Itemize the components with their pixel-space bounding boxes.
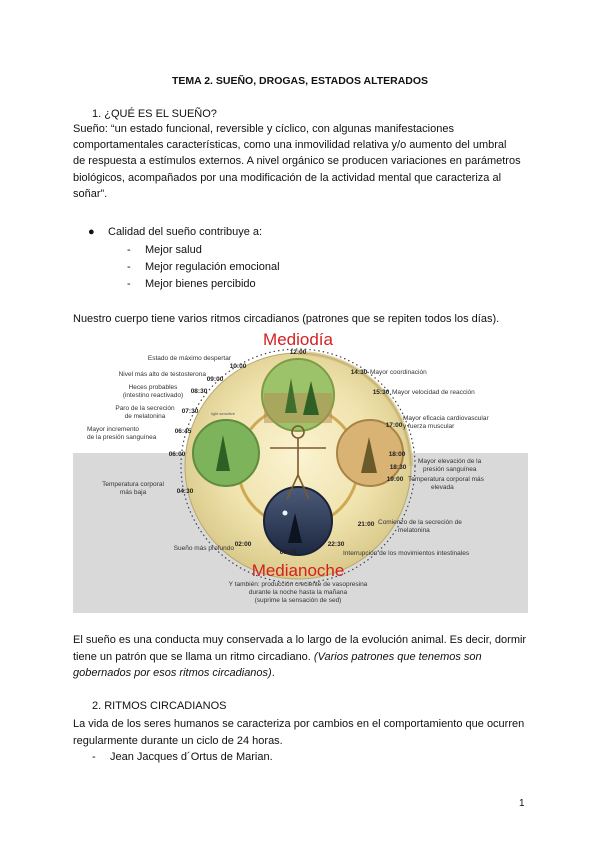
label-melatonina-paro-2: de melatonina — [124, 413, 166, 420]
conserved-line: El sueño es una conducta muy conservada a lo largo de la evolución animal. Es decir, dormir — [73, 634, 527, 646]
circadian-clock-image — [73, 333, 528, 613]
time-0600: 06:00 — [168, 451, 186, 458]
time-0430: 04:30 — [176, 488, 194, 495]
section-2-heading: 2. RITMOS CIRCADIANOS — [92, 700, 227, 712]
center-label: light sensitive — [210, 411, 236, 416]
label-heces-2: (intestino reactivado) — [122, 392, 184, 399]
rhythms-intro: Nuestro cuerpo tiene varios ritmos circadianos (patrones que se repiten todos los días). — [73, 313, 500, 325]
label-vasopresina-2: durante la noche hasta la mañana — [248, 589, 348, 596]
label-sueno-profundo: Sueño más profundo — [173, 545, 234, 552]
label-vasopresina-1: Y también: producción creciente de vasopresina — [228, 581, 368, 588]
label-despertar: Estado de máximo despertar — [147, 355, 231, 362]
time-1430: 14:30 — [350, 369, 368, 376]
time-1800: 18:00 — [388, 451, 406, 458]
bullet-dot-icon: ● — [88, 226, 95, 238]
label-presion-elev-1: Mayor elevación de la — [418, 458, 482, 465]
label-cardio-1: Mayor eficacia cardiovascular — [403, 415, 489, 422]
time-0830: 08:30 — [190, 388, 208, 395]
label-coordinacion: Mayor coordinación — [370, 369, 427, 376]
label-presion-elev-2: presión sanguínea — [423, 466, 477, 473]
label-presion-inc-1: Mayor incremento — [87, 426, 140, 433]
dash-item: - Mejor bienes percibido — [127, 278, 256, 290]
section-1-heading: 1. ¿QUÉ ES EL SUEÑO? — [92, 108, 217, 120]
definition-line: de respuesta a estímulos externos. A nivel orgánico se producen variaciones en parámetros — [73, 155, 521, 167]
label-temp-elev-2: elevada — [431, 484, 454, 491]
label-melatonina-ini-1: Comienzo de la secreción de — [378, 519, 462, 526]
label-testosterona: Nivel más alto de testosterona — [118, 371, 206, 378]
label-melatonina-ini-2: melatonina — [398, 527, 430, 534]
dash-item: - Jean Jacques d´Ortus de Marian. — [92, 751, 273, 763]
dash-item: - Mejor regulación emocional — [127, 261, 280, 273]
definition-line: soñar”. — [73, 188, 108, 200]
time-1000: 10:00 — [229, 363, 247, 370]
label-temp-baja-1: Temperatura corporal — [102, 481, 164, 488]
time-2230: 22:30 — [327, 541, 345, 548]
label-heces-1: Heces probables — [128, 384, 178, 391]
label-cardio-2: y fuerza muscular — [403, 423, 455, 430]
circadian-clock-figure — [73, 333, 528, 613]
time-1700: 17:00 — [385, 422, 403, 429]
conserved-line: tiene un patrón que se llama un ritmo circadiano. (Varios patrones que tenemos son — [73, 651, 482, 663]
dash-item: - Mejor salud — [127, 244, 202, 256]
dash-icon: - — [127, 244, 131, 256]
label-vasopresina-3: (suprime la sensación de sed) — [254, 597, 342, 604]
label-melatonina-paro-1: Paro de la secreción — [115, 405, 175, 412]
dash-icon: - — [127, 261, 131, 273]
definition-line: comportamentales características, como una inmovilidad relativa y/o aumento del umbral — [73, 139, 507, 151]
label-reaccion: Mayor velocidad de reacción — [392, 389, 475, 396]
time-1900: 19:00 — [386, 476, 404, 483]
section-2-line: La vida de los seres humanos se caracteriza por cambios en el comportamiento que ocurren — [73, 718, 525, 730]
page-number: 1 — [519, 798, 525, 809]
section-2-line: regularmente durante un ciclo de 24 horas. — [73, 735, 283, 747]
time-0200: 02:00 — [234, 541, 252, 548]
time-0000: 00:00 — [279, 549, 297, 556]
conserved-line: gobernados por esos ritmos circadianos). — [73, 667, 275, 679]
time-1200: 12:00 — [289, 349, 307, 356]
definition-line: biológicos, acompañados por una modificación de la actividad mental que caracteriza al — [73, 172, 502, 184]
time-2100: 21:00 — [357, 521, 375, 528]
label-temp-baja-2: más baja — [119, 489, 147, 496]
time-0900: 09:00 — [206, 376, 224, 383]
dash-icon: - — [92, 751, 96, 763]
time-0730: 07:30 — [181, 408, 199, 415]
dash-icon: - — [127, 278, 131, 290]
figure-title-noon: Mediodía — [263, 333, 333, 349]
night-scene — [264, 487, 332, 555]
bullet-item: ● Calidad del sueño contribuye a: — [88, 226, 263, 238]
time-1530: 15:30 — [372, 389, 390, 396]
label-temp-elev-1: Temperatura corporal más — [408, 476, 484, 483]
time-0645: 06:45 — [174, 428, 192, 435]
figure-title-midnight: Medianoche — [251, 561, 345, 580]
label-intestinal: Interrupción de los movimientos intestinales — [343, 550, 470, 557]
time-1830: 18:30 — [389, 464, 407, 471]
label-presion-inc-2: de la presión sanguínea — [87, 434, 157, 441]
definition-line: Sueño: “un estado funcional, reversible y cíclico, con algunas manifestaciones — [73, 123, 454, 135]
page-title: TEMA 2. SUEÑO, DROGAS, ESTADOS ALTERADOS — [171, 75, 429, 87]
